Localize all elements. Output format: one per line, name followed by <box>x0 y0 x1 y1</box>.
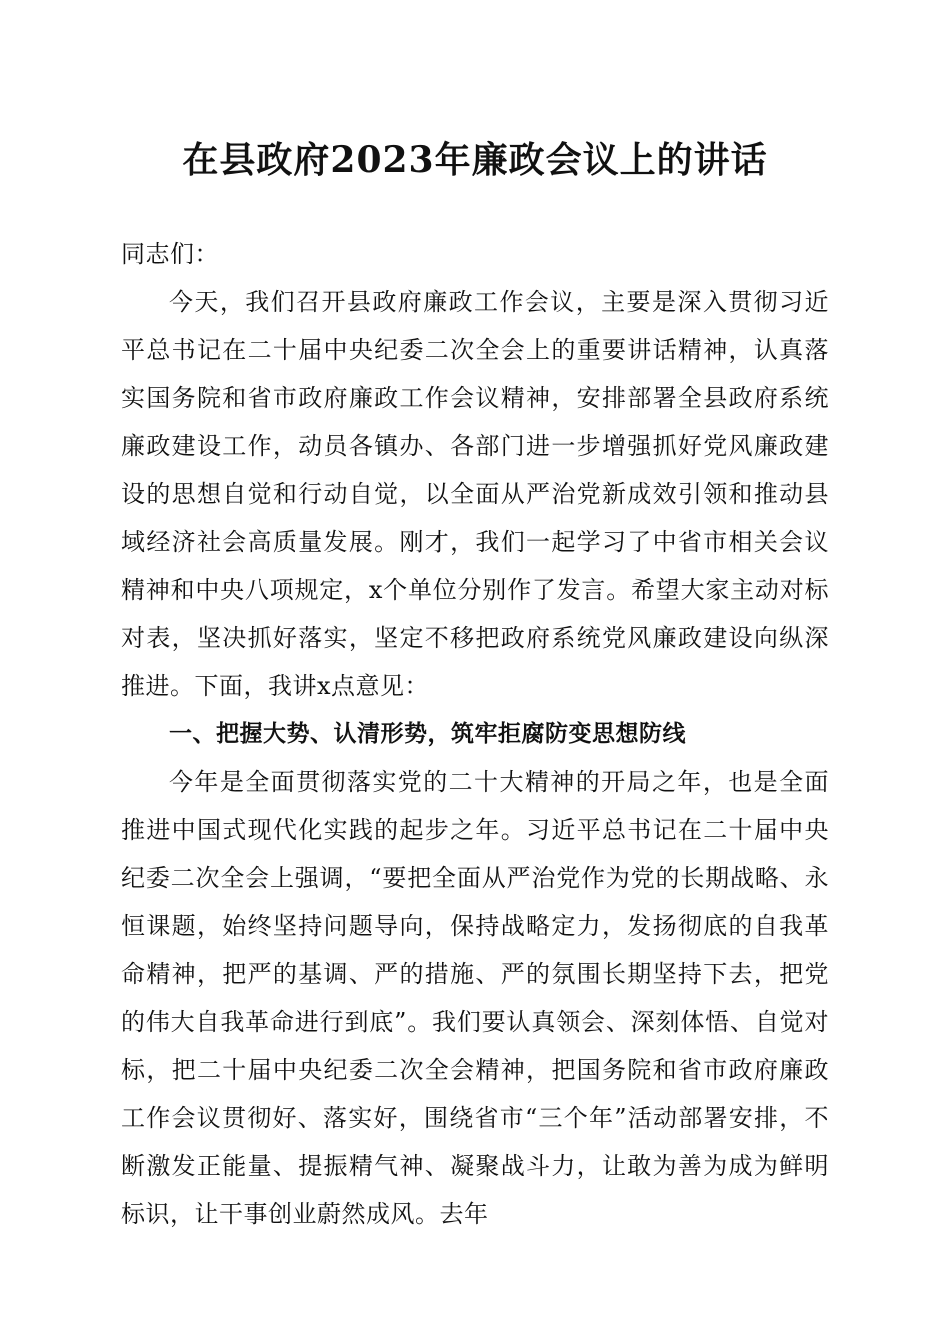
document-title: 在县政府2023年廉政会议上的讲话 <box>182 139 768 181</box>
salutation: 同志们： <box>121 240 219 268</box>
paragraph-section-1: 今年是全面贯彻落实党的二十大精神的开局之年，也是全面推进中国式现代化实践的起步之年。习近平总书记在二十届中央纪委二次全会上强调，“要把全面从严治党作为党的长期战略、永恒课题，始终坚持问题导向，保持战略定力，发扬彻底的自我革命精神，把严的基调、严的措施、严的氛围长期坚持下去，把党的伟大自我革命进行到底”。我们要认真领会、深刻体悟、自觉对标，把二十届中央纪委二次全会精神，把国务院和省市政府廉政工作会议贯彻好、落实好，围绕省市“三个年”活动部署安排，不断激发正能量、提振精气神、凝聚战斗力，让敢为善为成为鲜明标识，让干事创业蔚然成风。去年 <box>121 768 829 1228</box>
section-heading-1: 一、把握大势、认清形势，筑牢拒腐防变思想防线 <box>169 721 686 747</box>
document-body <box>121 230 829 1238</box>
paragraph-intro: 今天，我们召开县政府廉政工作会议，主要是深入贯彻习近平总书记在二十届中央纪委二次全会上的重要讲话精神，认真落实国务院和省市政府廉政工作会议精神，安排部署全县政府系统廉政建设工作，动员各镇办、各部门进一步增强抓好党风廉政建设的思想自觉和行动自觉，以全面从严治党新成效引领和推动县域经济社会高质量发展。刚才，我们一起学习了中省市相关会议精神和中央八项规定，x个单位分别作了发言。希望大家主动对标对表，坚决抓好落实，坚定不移把政府系统党风廉政建设向纵深推进。下面，我讲x点意见： <box>121 288 829 700</box>
